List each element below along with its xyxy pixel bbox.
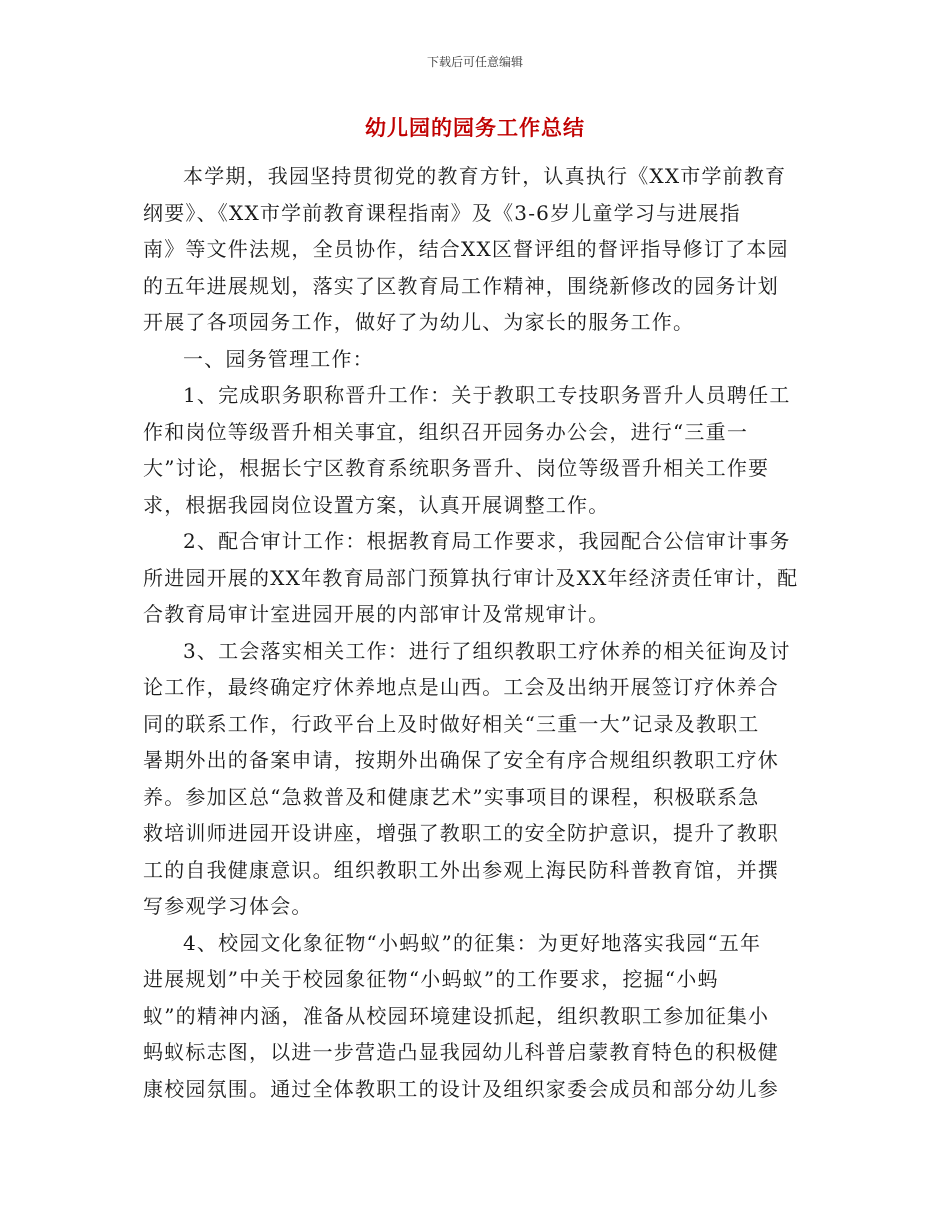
text-line: 救培训师进园开设讲座，增强了教职工的安全防护意识，提升了教职 [143,821,779,845]
text-line: 蚁”的精神内涵，准备从校园环境建设抓起，组织教职工参加征集小 [143,1003,770,1028]
document-body [143,158,813,1107]
text-line: 大”讨论，根据长宁区教育系统职务晋升、岗位等级晋升相关工作要 [143,456,770,480]
text-line: 同的联系工作，行政平台上及时做好相关“三重一大”记录及教职工 [143,711,760,736]
text-line: 合教育局审计室进园开展的内部审计及常规审计。 [143,602,610,626]
text-line: 4、校园文化象征物“小蚂蚁”的征集：为更好地落实我园“五年 [183,930,762,955]
text-line: 南》等文件法规，全员协作，结合XX区督评组的督评指导修订了本园 [143,237,789,261]
text-line: 3、工会落实相关工作：进行了组织教职工疗休养的相关征询及讨 [183,638,791,663]
text-line: 求，根据我园岗位设置方案，认真开展调整工作。 [143,492,610,517]
header-note: 下载后可任意编辑 [426,55,523,69]
text-line: 1、完成职务职称晋升工作：关于教职工专技职务晋升人员聘任工 [183,383,791,407]
text-line: 纲要》、《XX市学前教育课程指南》及《3-6岁儿童学习与进展指 [143,200,741,225]
text-line: 一、园务管理工作： [183,346,374,371]
text-line: 养。参加区总“急救普及和健康艺术”实事项目的课程，积极联系急 [143,784,760,809]
text-line: 开展了各项园务工作，做好了为幼儿、为家长的服务工作。 [143,310,695,334]
text-line: 的五年进展规划，落实了区教育局工作精神，围绕新修改的园务计划 [143,273,779,298]
text-line: 进展规划”中关于校园象征物“小蚂蚁”的工作要求，挖掘“小蚂 [143,967,719,991]
text-line: 2、配合审计工作：根据教育局工作要求，我园配合公信审计事务 [183,529,791,553]
text-line: 论工作，最终确定疗休养地点是山西。工会及出纳开展签订疗休养合 [143,675,779,699]
text-line: 蚂蚁标志图，以进一步营造凸显我园幼儿科普启蒙教育特色的积极健 [143,1040,779,1064]
text-line: 工的自我健康意识。组织教职工外出参观上海民防科普教育馆，并撰 [143,857,779,882]
text-line: 暑期外出的备案申请，按期外出确保了安全有序合规组织教职工疗休 [143,748,779,772]
text-line: 康校园氛围。通过全体教职工的设计及组织家委会成员和部分幼儿参 [143,1076,779,1101]
text-line: 所进园开展的XX年教育局部门预算执行审计及XX年经济责任审计，配 [143,565,799,590]
text-line: 本学期，我园坚持贯彻党的教育方针，认真执行《XX市学前教育 [183,164,787,188]
document-title: 幼儿园的园务工作总结 [365,115,585,140]
text-line: 写参观学习体会。 [143,894,313,918]
text-line: 作和岗位等级晋升相关事宜，组织召开园务办公会，进行“三重一 [143,419,749,444]
